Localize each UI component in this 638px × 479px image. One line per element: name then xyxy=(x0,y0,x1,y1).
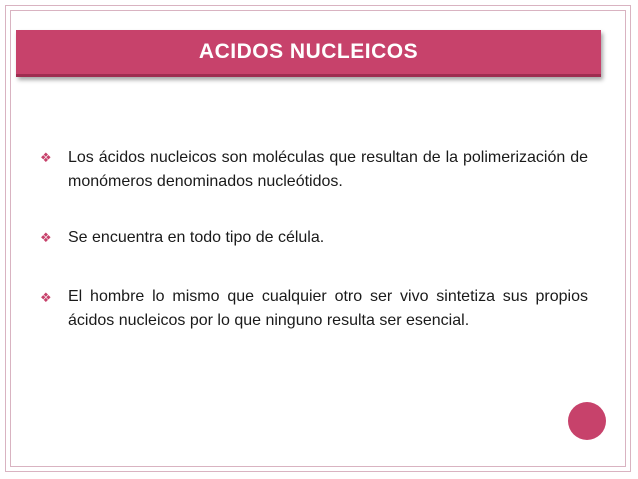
bullet-text: Los ácidos nucleicos son moléculas que resultan de la polimerización de monómeros denominados nucleótidos. xyxy=(68,149,588,190)
bullet-item xyxy=(40,226,588,250)
slide-title: ACIDOS NUCLEICOS xyxy=(198,40,419,63)
bullet-item xyxy=(40,146,588,194)
bullet-marker-icon: ❖ xyxy=(40,230,52,245)
bullet-text: El hombre lo mismo que cualquier otro ser vivo sintetiza sus propios ácidos nucleicos por lo que ninguno resulta ser esencial. xyxy=(68,288,588,329)
decorative-circle xyxy=(568,402,606,440)
bullet-marker-icon: ❖ xyxy=(40,150,52,165)
bullet-item xyxy=(40,285,588,333)
title-bar xyxy=(16,30,601,77)
bullet-text: Se encuentra en todo tipo de célula. xyxy=(68,229,325,246)
bullet-marker-icon: ❖ xyxy=(40,290,52,305)
